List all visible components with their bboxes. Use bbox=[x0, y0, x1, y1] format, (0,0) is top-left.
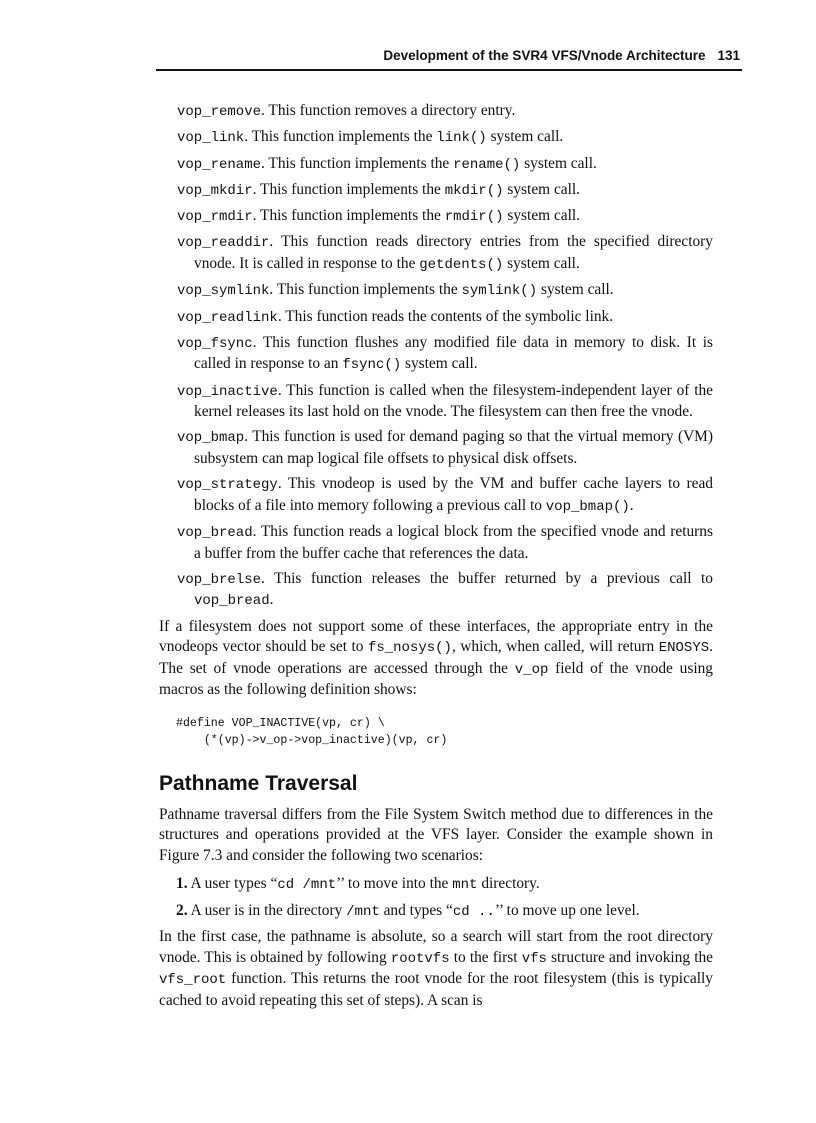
vnode-op-item bbox=[159, 522, 713, 564]
inline-code: cd /mnt bbox=[277, 877, 337, 894]
inline-code: rename() bbox=[453, 156, 521, 173]
inline-code: /mnt bbox=[346, 903, 380, 920]
section-heading: Pathname Traversal bbox=[159, 771, 358, 795]
inline-code: vfs bbox=[521, 950, 547, 967]
text-run: . This vnodeop is used by the VM and buffer cache layers to read blocks of a file into memory following a previous call to bbox=[194, 475, 713, 514]
scenario-item bbox=[159, 874, 713, 896]
paragraph-intro bbox=[159, 805, 713, 867]
vnode-op-item bbox=[159, 180, 713, 202]
page-number: 131 bbox=[717, 48, 740, 63]
text-run: system call. bbox=[401, 355, 478, 373]
vnode-op-name: vop_bmap bbox=[177, 430, 245, 447]
text-run: , which, when called, will return bbox=[451, 638, 659, 656]
vnode-op-name: vop_mkdir bbox=[177, 182, 253, 199]
inline-code: fs_nosys() bbox=[367, 640, 452, 657]
header-rule bbox=[156, 69, 742, 71]
text-run: function. This returns the root vnode for the root filesystem (this is typically cached to avoid repeating this set of steps). A scan is bbox=[159, 970, 713, 1009]
code-line: (*(vp)->v_op->vop_inactive)(vp, cr) bbox=[176, 733, 448, 747]
code-line: #define VOP_INACTIVE(vp, cr) \ bbox=[176, 716, 385, 730]
vnode-op-name: vop_remove bbox=[177, 104, 262, 120]
inline-code: v_op bbox=[514, 661, 549, 678]
text-run: In the first case, the pathname is absolute, so a search will start from the root directory vnode. This is obtained by following bbox=[159, 928, 713, 966]
vnode-op-name: vop_inactive bbox=[177, 383, 278, 400]
text-run: . This function implements the bbox=[252, 180, 445, 198]
scenario-number: 2. bbox=[176, 901, 188, 919]
vnode-op-item bbox=[159, 280, 713, 302]
vnode-op-name: vop_bread bbox=[177, 525, 253, 542]
vnode-operations-list bbox=[159, 101, 713, 612]
vnode-op-item bbox=[159, 127, 713, 149]
text-run: Pathname traversal differs from the File System Switch method due to differences in the structures and operations provided at the VFS layer. Consider the example shown in Figure 7.3 and consider the following two scenarios: bbox=[159, 805, 713, 864]
scenario-number: 1. bbox=[176, 875, 188, 893]
inline-code: mkdir() bbox=[444, 182, 504, 199]
text-run: to the first bbox=[449, 948, 522, 966]
text-run: system call. bbox=[486, 128, 564, 146]
inline-code: fsync() bbox=[342, 357, 402, 374]
running-header bbox=[156, 48, 740, 63]
inline-code: rootvfs bbox=[390, 950, 450, 967]
inline-code: ENOSYS bbox=[658, 640, 710, 657]
vnode-op-item bbox=[159, 381, 713, 423]
inline-code: cd .. bbox=[452, 903, 495, 920]
text-run: . This function reads a logical block from the specified vnode and returns a buffer from the buffer cache that references the data. bbox=[194, 523, 713, 562]
text-run: directory. bbox=[477, 875, 540, 893]
vnode-op-item bbox=[159, 333, 713, 376]
vnode-op-item bbox=[159, 427, 713, 469]
vnode-op-item bbox=[159, 206, 713, 228]
text-run: ’’ to move into the bbox=[336, 875, 453, 893]
vnode-op-name: vop_link bbox=[177, 130, 245, 147]
text-run: structure and invoking the bbox=[546, 948, 713, 966]
text-run: . This function reads the contents of the symbolic link. bbox=[277, 307, 614, 325]
text-run: . bbox=[629, 496, 634, 514]
vnode-op-name: vop_readdir bbox=[177, 235, 270, 252]
inline-code: rmdir() bbox=[444, 209, 504, 226]
vnode-op-name: vop_symlink bbox=[177, 283, 270, 300]
text-run: . This function releases the buffer returned by a previous call to bbox=[261, 569, 713, 587]
text-run: A user types “ bbox=[187, 875, 278, 893]
inline-code: link() bbox=[436, 130, 487, 147]
text-run: . This function implements the bbox=[261, 154, 454, 172]
scenario-item bbox=[159, 901, 713, 923]
text-run: . bbox=[269, 591, 274, 609]
vnode-op-item bbox=[159, 232, 713, 275]
vnode-op-item bbox=[159, 569, 713, 612]
vnode-op-item bbox=[159, 307, 713, 329]
paragraph-nosys bbox=[159, 617, 713, 701]
text-run: . This function implements the bbox=[252, 207, 445, 225]
text-run: . The set of vnode operations are accessed through the bbox=[159, 638, 713, 677]
text-run: If a filesystem does not support some of these interfaces, the appropriate entry in the vnodeops vector should be set to bbox=[159, 617, 713, 656]
inline-code: mnt bbox=[452, 877, 478, 894]
text-run: system call. bbox=[503, 207, 581, 225]
inline-code: getdents() bbox=[419, 256, 504, 273]
text-run: system call. bbox=[503, 254, 580, 272]
text-run: A user is in the directory bbox=[187, 901, 347, 919]
code-block bbox=[176, 715, 713, 749]
text-run: . This function is called when the filesystem-independent layer of the kernel releases its last hold on the vnode. The filesystem can then free the vnode. bbox=[194, 381, 713, 421]
inline-code: vop_bmap() bbox=[545, 498, 630, 515]
scenario-list bbox=[159, 874, 713, 922]
page-body bbox=[159, 101, 713, 1011]
vnode-op-name: vop_rmdir bbox=[177, 209, 253, 226]
paragraph-first-case bbox=[159, 927, 713, 1011]
inline-code: symlink() bbox=[461, 283, 538, 300]
running-header-title: Development of the SVR4 VFS/Vnode Architecture bbox=[383, 48, 706, 63]
vnode-op-item bbox=[159, 474, 713, 517]
vnode-op-item bbox=[159, 101, 713, 123]
text-run: field of the vnode using macros as the following definition shows: bbox=[159, 659, 713, 699]
vnode-op-name: vop_rename bbox=[177, 156, 262, 173]
vnode-op-name: vop_readlink bbox=[177, 309, 278, 326]
text-run: system call. bbox=[520, 154, 597, 172]
inline-code: vfs_root bbox=[159, 972, 227, 989]
vnode-op-name: vop_strategy bbox=[177, 477, 278, 494]
vnode-op-item bbox=[159, 154, 713, 176]
text-run: and types “ bbox=[379, 901, 453, 919]
text-run: . This function is used for demand paging so that the virtual memory (VM) subsystem can map logical file offsets to physical disk offsets. bbox=[194, 428, 713, 467]
text-run: system call. bbox=[503, 180, 581, 198]
text-run: . This function flushes any modified file data in memory to disk. It is called in response to an bbox=[194, 333, 713, 373]
text-run: ’’ to move up one level. bbox=[494, 901, 640, 919]
text-run: . This function removes a directory entry. bbox=[261, 102, 516, 119]
vnode-op-name: vop_brelse bbox=[177, 571, 262, 588]
vnode-op-name: vop_fsync bbox=[177, 335, 253, 352]
text-run: system call. bbox=[537, 281, 614, 299]
text-run: . This function implements the bbox=[269, 281, 462, 299]
text-run: . This function reads directory entries from the specified directory vnode. It is called in response to the bbox=[194, 233, 713, 272]
text-run: . This function implements the bbox=[244, 128, 437, 146]
inline-code: vop_bread bbox=[194, 593, 270, 610]
